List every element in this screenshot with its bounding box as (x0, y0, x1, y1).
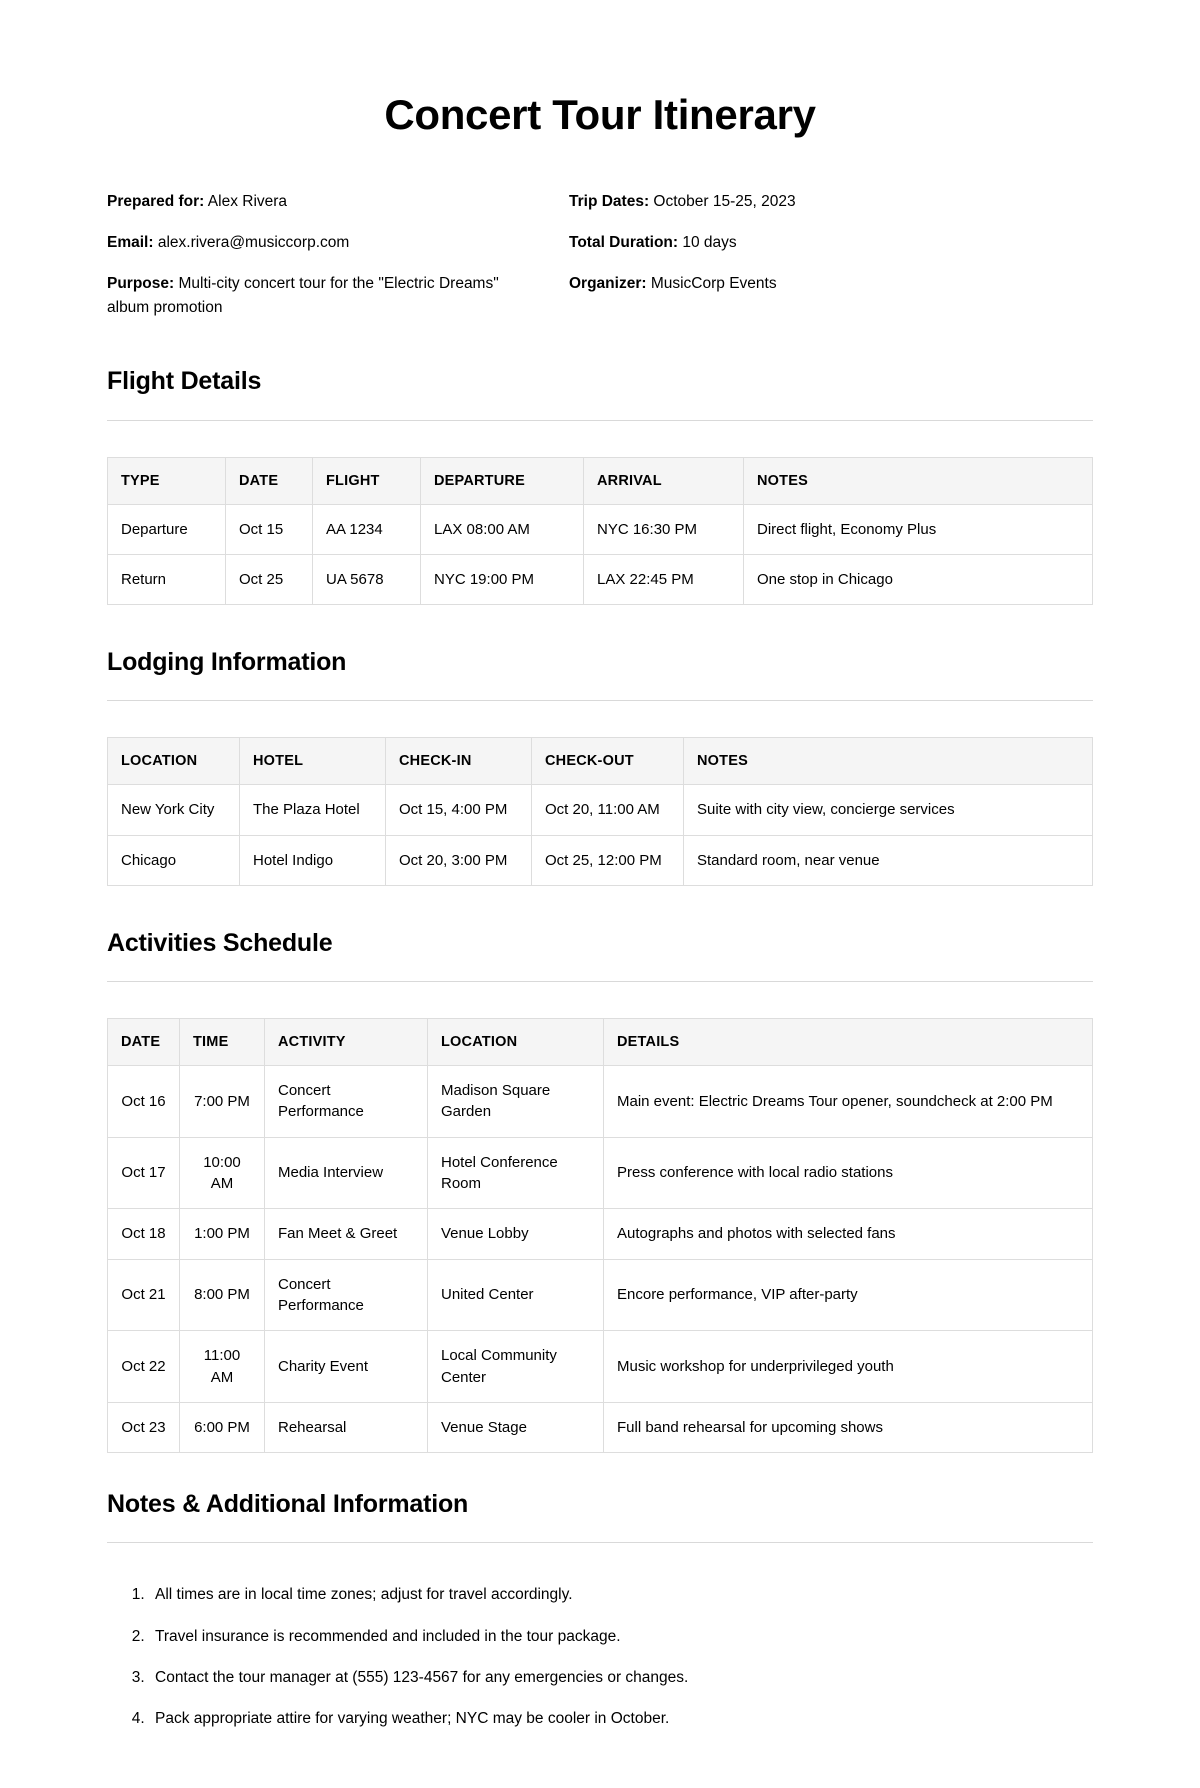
list-item: 4. Pack appropriate attire for varying weather; NYC may be cooler in October. (149, 1707, 1093, 1730)
meta-purpose (107, 272, 537, 320)
meta-prepared-for (107, 190, 537, 214)
table-row (108, 1331, 1093, 1403)
column-header-check-out: CHECK-OUT (532, 738, 684, 785)
section-spacer (107, 886, 1093, 928)
cell-date: Oct 18 (108, 1209, 180, 1259)
meta-value-purpose: Multi-city concert tour for the "Electric Dreams" album promotion (107, 275, 499, 317)
cell-date: Oct 25 (226, 554, 313, 604)
cell-details: Encore performance, VIP after-party (604, 1259, 1093, 1331)
meta-trip-dates (569, 190, 999, 214)
cell-location: New York City (108, 785, 240, 835)
section-spacer (107, 1453, 1093, 1489)
meta-value-total-duration: 10 days (682, 234, 737, 252)
table-row (108, 785, 1093, 835)
cell-arrival: LAX 22:45 PM (584, 554, 744, 604)
column-header-type: TYPE (108, 457, 226, 504)
column-header-location: LOCATION (108, 738, 240, 785)
cell-departure: LAX 08:00 AM (421, 504, 584, 554)
cell-time: 6:00 PM (180, 1402, 265, 1452)
lodging-table-head (108, 738, 1093, 785)
column-header-details: DETAILS (604, 1019, 1093, 1066)
document-meta (107, 190, 1093, 320)
cell-location: Madison Square Garden (428, 1066, 604, 1138)
column-header-arrival: ARRIVAL (584, 457, 744, 504)
section-notes (107, 1489, 1093, 1730)
column-header-location: LOCATION (428, 1019, 604, 1066)
column-header-time: TIME (180, 1019, 265, 1066)
lodging-table-body (108, 785, 1093, 886)
meta-label-email: Email: (107, 234, 154, 252)
column-header-hotel: HOTEL (240, 738, 386, 785)
column-header-notes: NOTES (744, 457, 1093, 504)
cell-time: 10:00 AM (180, 1137, 265, 1209)
section-divider-flights (107, 420, 1093, 421)
activities-table-head (108, 1019, 1093, 1066)
meta-total-duration (569, 231, 999, 255)
cell-check-in: Oct 15, 4:00 PM (386, 785, 532, 835)
meta-column-left (107, 190, 569, 320)
cell-date: Oct 22 (108, 1331, 180, 1403)
cell-hotel: Hotel Indigo (240, 835, 386, 885)
cell-date: Oct 15 (226, 504, 313, 554)
cell-location: Chicago (108, 835, 240, 885)
cell-activity: Fan Meet & Greet (265, 1209, 428, 1259)
column-header-notes: NOTES (684, 738, 1093, 785)
column-header-flight: FLIGHT (313, 457, 421, 504)
cell-location: Local Community Center (428, 1331, 604, 1403)
cell-arrival: NYC 16:30 PM (584, 504, 744, 554)
cell-activity: Rehearsal (265, 1402, 428, 1452)
meta-label-purpose: Purpose: (107, 275, 175, 293)
meta-label-trip-dates: Trip Dates: (569, 193, 650, 211)
table-row (108, 835, 1093, 885)
cell-notes: Standard room, near venue (684, 835, 1093, 885)
cell-details: Full band rehearsal for upcoming shows (604, 1402, 1093, 1452)
cell-departure: NYC 19:00 PM (421, 554, 584, 604)
table-header-row (108, 1019, 1093, 1066)
cell-activity: Concert Performance (265, 1259, 428, 1331)
section-spacer (107, 605, 1093, 647)
cell-date: Oct 17 (108, 1137, 180, 1209)
table-row (108, 504, 1093, 554)
page-title: Concert Tour Itinerary (384, 91, 816, 138)
cell-time: 1:00 PM (180, 1209, 265, 1259)
cell-location: Venue Lobby (428, 1209, 604, 1259)
section-divider-lodging (107, 700, 1093, 701)
section-flight-details (107, 366, 1093, 605)
table-row (108, 1402, 1093, 1452)
column-header-departure: DEPARTURE (421, 457, 584, 504)
cell-activity: Media Interview (265, 1137, 428, 1209)
column-header-check-in: CHECK-IN (386, 738, 532, 785)
meta-label-prepared-for: Prepared for: (107, 193, 205, 211)
table-row (108, 1259, 1093, 1331)
column-header-date: DATE (108, 1019, 180, 1066)
list-item: 2. Travel insurance is recommended and included in the tour package. (149, 1625, 1093, 1648)
cell-flight: UA 5678 (313, 554, 421, 604)
cell-check-out: Oct 25, 12:00 PM (532, 835, 684, 885)
flight-details-table (107, 457, 1093, 606)
table-header-row (108, 457, 1093, 504)
meta-column-right (569, 190, 1093, 320)
section-activities-schedule (107, 928, 1093, 1453)
meta-label-organizer: Organizer: (569, 275, 647, 293)
cell-location: United Center (428, 1259, 604, 1331)
cell-check-in: Oct 20, 3:00 PM (386, 835, 532, 885)
cell-activity: Charity Event (265, 1331, 428, 1403)
section-divider-notes (107, 1542, 1093, 1543)
column-header-activity: ACTIVITY (265, 1019, 428, 1066)
lodging-information-table (107, 737, 1093, 886)
cell-type: Departure (108, 504, 226, 554)
meta-value-prepared-for: Alex Rivera (207, 193, 288, 211)
column-header-date: DATE (226, 457, 313, 504)
cell-location: Venue Stage (428, 1402, 604, 1452)
cell-details: Music workshop for underprivileged youth (604, 1331, 1093, 1403)
section-heading-lodging: Lodging Information (107, 648, 347, 677)
table-row (108, 1209, 1093, 1259)
table-row (108, 1137, 1093, 1209)
cell-time: 7:00 PM (180, 1066, 265, 1138)
section-divider-activities (107, 981, 1093, 982)
meta-value-organizer: MusicCorp Events (650, 275, 777, 293)
activities-table-body (108, 1066, 1093, 1453)
cell-flight: AA 1234 (313, 504, 421, 554)
table-row (108, 554, 1093, 604)
table-header-row (108, 738, 1093, 785)
cell-time: 8:00 PM (180, 1259, 265, 1331)
cell-hotel: The Plaza Hotel (240, 785, 386, 835)
cell-date: Oct 23 (108, 1402, 180, 1452)
meta-label-total-duration: Total Duration: (569, 234, 679, 252)
section-heading-flights: Flight Details (107, 367, 262, 396)
meta-value-trip-dates: October 15-25, 2023 (653, 193, 796, 211)
cell-check-out: Oct 20, 11:00 AM (532, 785, 684, 835)
cell-activity: Concert Performance (265, 1066, 428, 1138)
section-lodging-information (107, 647, 1093, 886)
list-item: 3. Contact the tour manager at (555) 123-4567 for any emergencies or changes. (149, 1666, 1093, 1689)
section-heading-activities: Activities Schedule (107, 928, 333, 957)
cell-details: Main event: Electric Dreams Tour opener, soundcheck at 2:00 PM (604, 1066, 1093, 1138)
cell-location: Hotel Conference Room (428, 1137, 604, 1209)
flight-table-body (108, 504, 1093, 605)
cell-details: Press conference with local radio stations (604, 1137, 1093, 1209)
meta-value-email: alex.rivera@musiccorp.com (157, 234, 350, 252)
meta-email (107, 231, 537, 255)
meta-organizer (569, 272, 999, 296)
section-heading-notes: Notes & Additional Information (107, 1490, 469, 1519)
cell-time: 11:00 AM (180, 1331, 265, 1403)
notes-list (107, 1583, 1093, 1730)
cell-date: Oct 16 (108, 1066, 180, 1138)
flight-table-head (108, 457, 1093, 504)
cell-details: Autographs and photos with selected fans (604, 1209, 1093, 1259)
cell-notes: Direct flight, Economy Plus (744, 504, 1093, 554)
list-item: 1. All times are in local time zones; adjust for travel accordingly. (149, 1583, 1093, 1606)
cell-notes: Suite with city view, concierge services (684, 785, 1093, 835)
activities-schedule-table (107, 1018, 1093, 1453)
cell-date: Oct 21 (108, 1259, 180, 1331)
cell-type: Return (108, 554, 226, 604)
cell-notes: One stop in Chicago (744, 554, 1093, 604)
table-row (108, 1066, 1093, 1138)
